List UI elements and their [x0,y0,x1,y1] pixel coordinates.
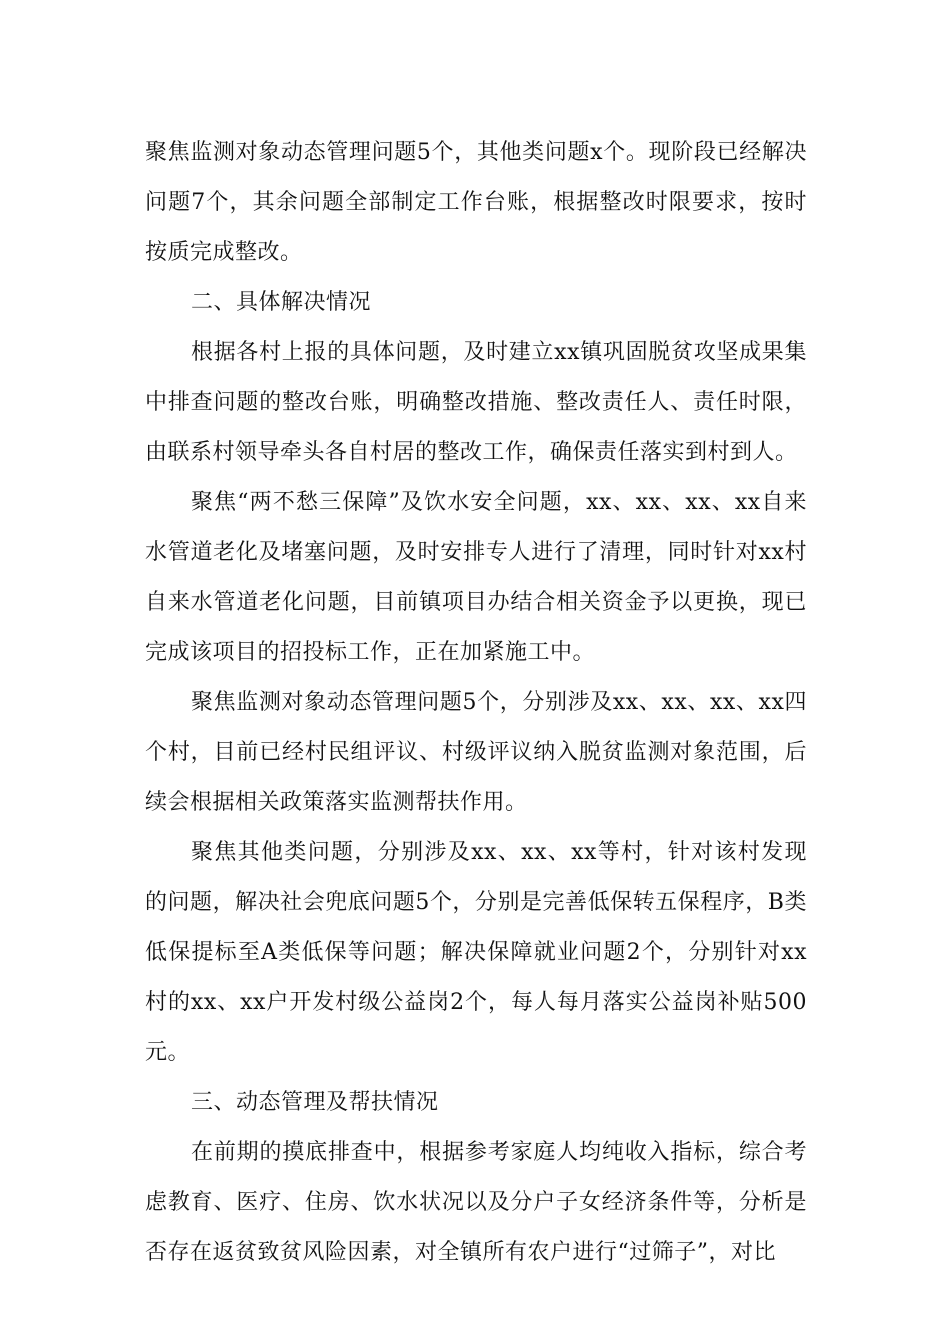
paragraph-water-safety: 聚焦“两不愁三保障”及饮水安全问题，xx、xx、xx、xx自来水管道老化及堵塞问题，及时安排专人进行了清理，同时针对xx村自来水管道老化问题，目前镇项目办结合相关资金予以更换，现已完成该项目的招投标工作，正在加紧施工中。 [145,490,807,665]
section-heading-dynamic-management: 三、动态管理及帮扶情况 [191,1090,439,1115]
paragraph-rectification-ledger: 根据各村上报的具体问题，及时建立xx镇巩固脱贫攻坚成果集中排查问题的整改台账，明确整改措施、整改责任人、责任时限，由联系村领导牵头各自村居的整改工作，确保责任落实到村到人。 [145,340,807,465]
paragraph-screening: 在前期的摸底排查中，根据参考家庭人均纯收入指标，综合考虑教育、医疗、住房、饮水状况以及分户子女经济条件等，分析是否存在返贫致贫风险因素，对全镇所有农户进行“过筛子”，对比 [145,1140,807,1265]
paragraph-monitoring-objects: 聚焦监测对象动态管理问题5个，分别涉及xx、xx、xx、xx四个村，目前已经村民组评议、村级评议纳入脱贫监测对象范围，后续会根据相关政策落实监测帮扶作用。 [145,690,807,815]
section-heading-specific-solutions: 二、具体解决情况 [191,290,372,315]
document-body [145,128,807,1278]
paragraph-summary: 聚焦监测对象动态管理问题5个，其他类问题x个。现阶段已经解决问题7个，其余问题全部制定工作台账，根据整改时限要求，按时按质完成整改。 [145,140,807,265]
paragraph-other-issues: 聚焦其他类问题，分别涉及xx、xx、xx等村，针对该村发现的问题，解决社会兜底问题5个，分别是完善低保转五保程序，B类低保提标至A类低保等问题；解决保障就业问题2个，分别针对xx村的xx、xx户开发村级公益岗2个，每人每月落实公益岗补贴500元。 [145,840,807,1065]
